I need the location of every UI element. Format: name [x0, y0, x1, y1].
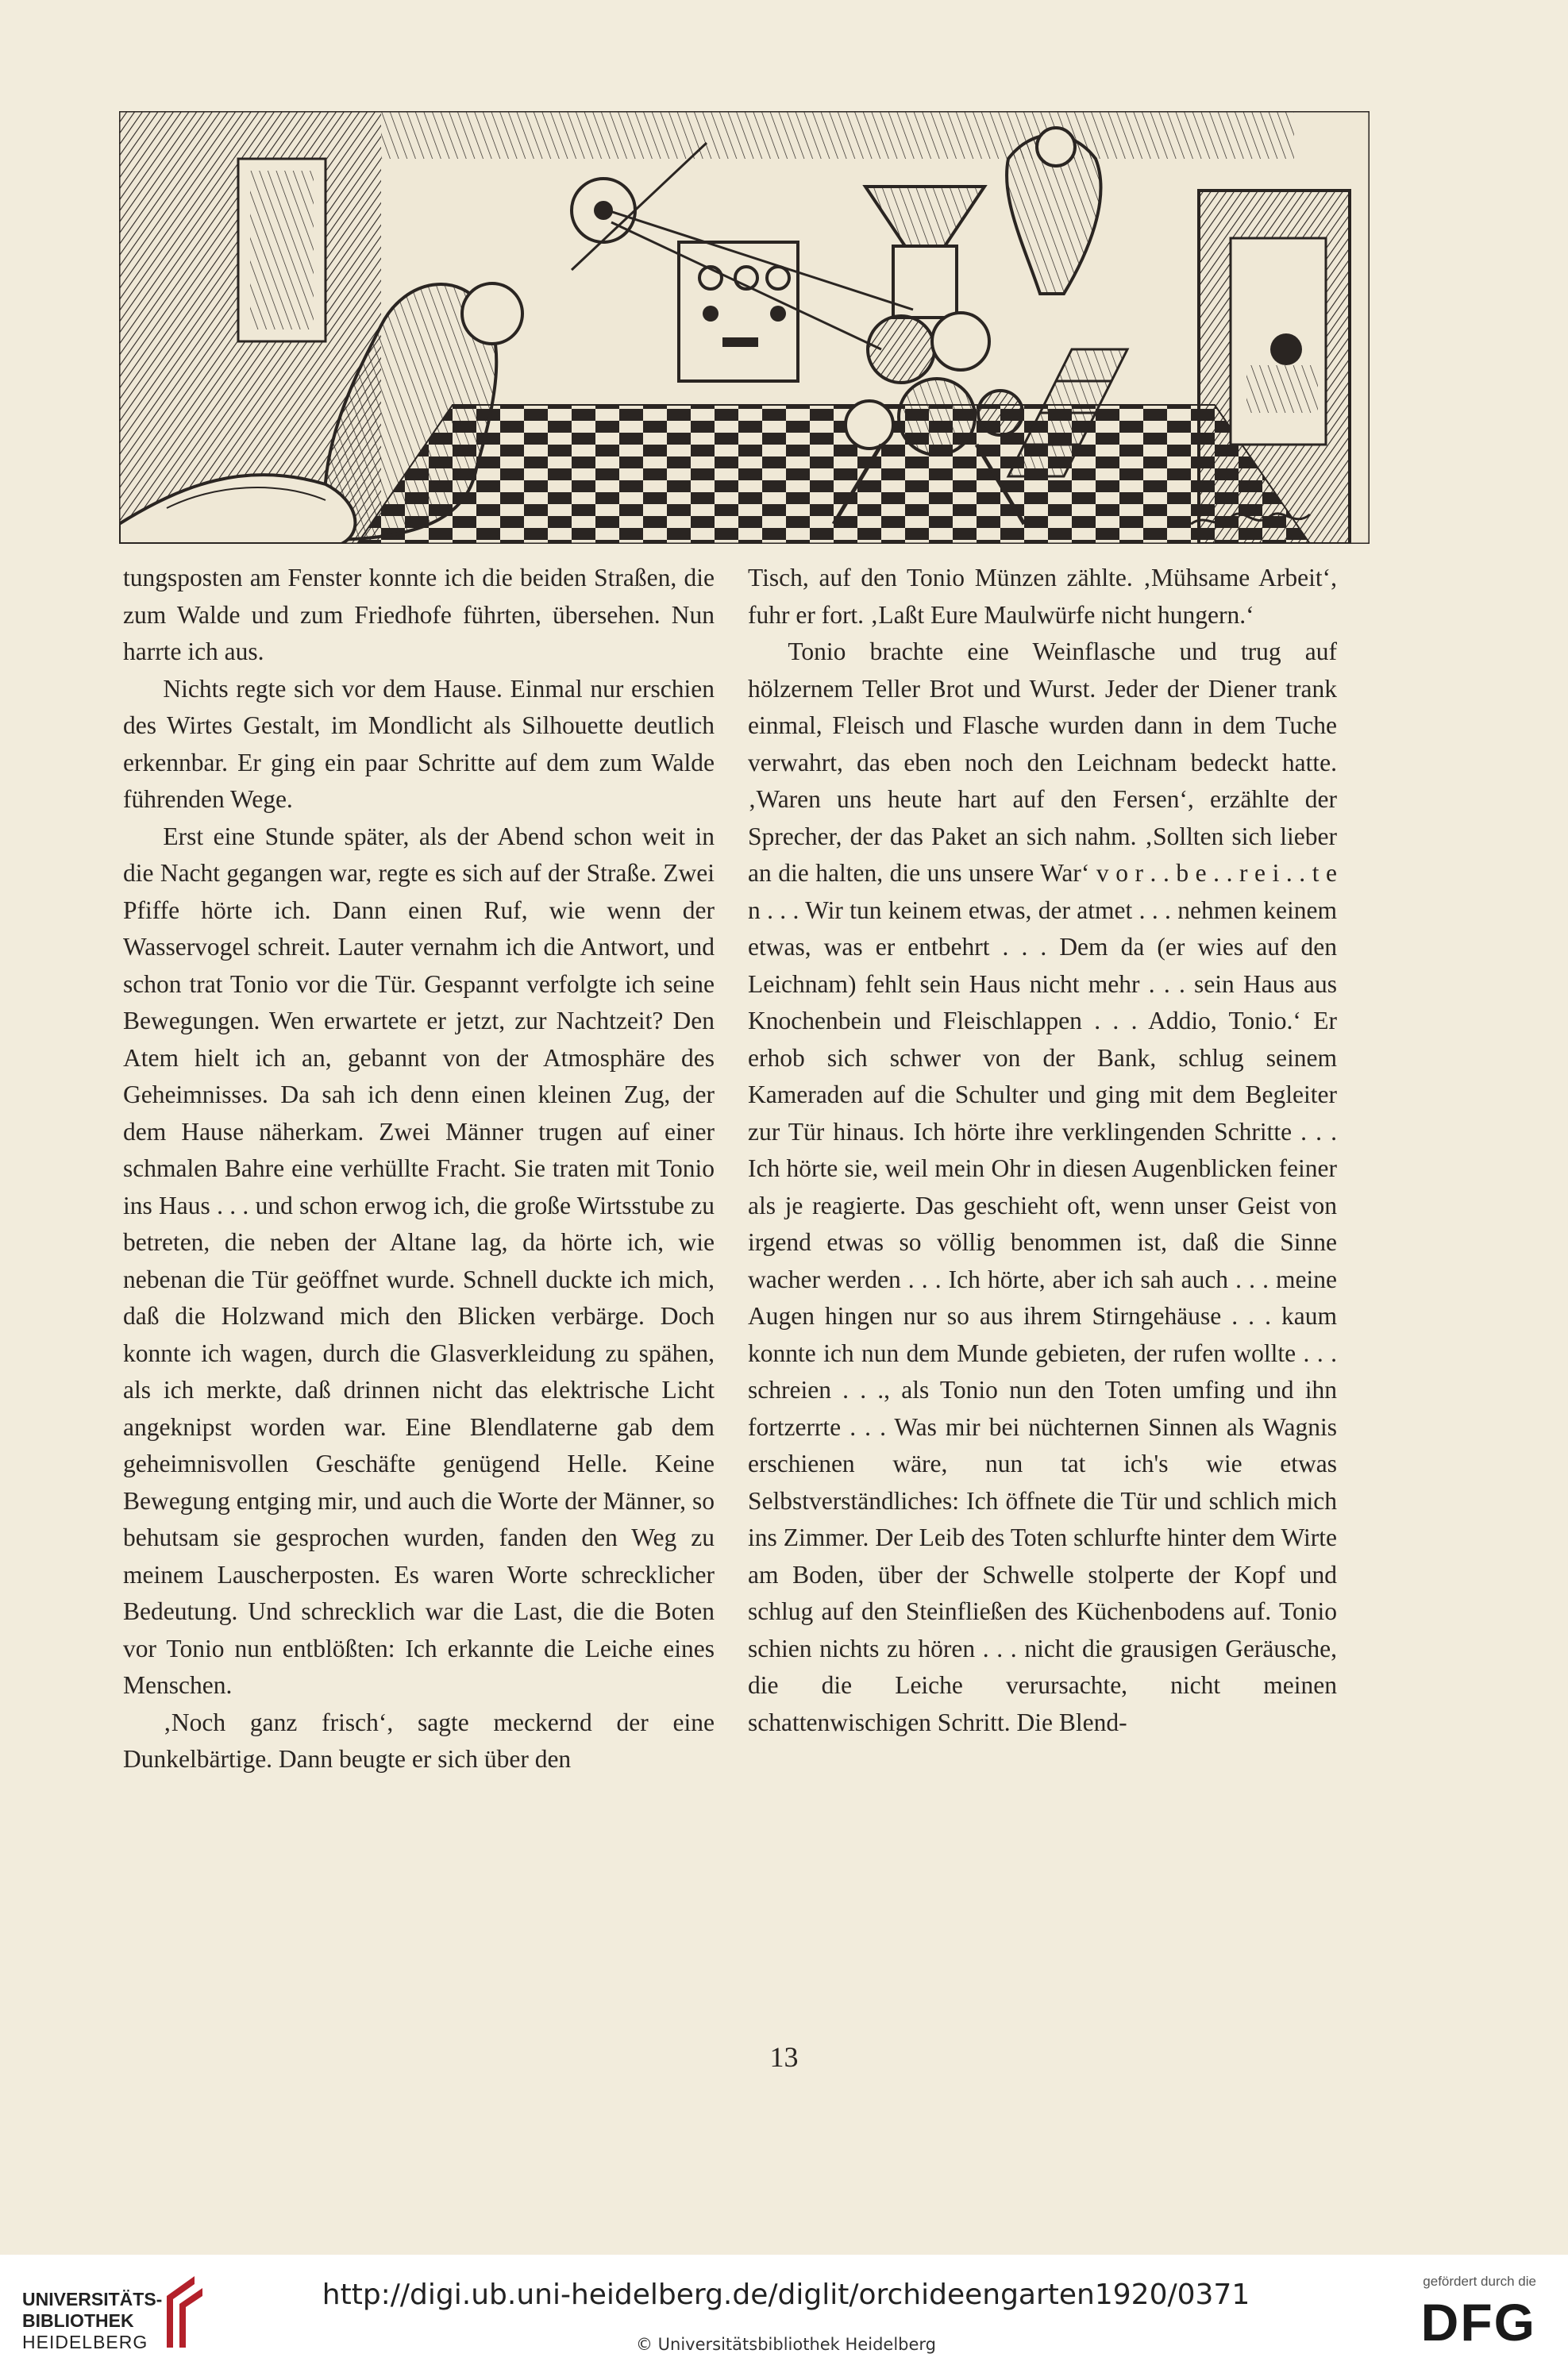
paragraph: Tonio brachte eine Weinflasche und trug auf hölzernem Teller Brot und Wurst. Jeder der Diener trank einmal, Fleisch und Flasche wurden dann in dem Tuche verwahrt, das eben noch den Leichnam bedeckt hatte. ‚Waren uns heute hart auf den Fersen‘, erzählte der Sprecher, der das Paket an sich nahm. ‚Sollten sich lieber an die halten, die uns unsere War‘ v o r . . b e . . r e i . . t e n . . . Wir tun keinem etwas, der atmet . . . nehmen keinem etwas, was er entbehrt . . . Dem da (er wies auf den Leichnam) fehlt sein Haus nicht mehr . . . sein Haus aus Knochenbein und Fleischlappen . . . Addio, Tonio.‘ Er erhob sich schwer von der Bank, schlug seinem Kameraden auf die Schulter und ging mit dem Begleiter zur Tür hinaus. Ich hörte ihre verklingenden Schritte . . . Ich hörte sie, weil mein Ohr in diesen Augenblicken feiner als je reagierte. Das geschieht oft, wenn unser Geist von irgend etwas so völlig benommen ist, daß die Sinne wacher werden . . . Ich hörte, aber ich sah auch . . . meine Augen hingen nur so aus ihrem Stirngehäuse . . . kaum konnte ich nun dem Munde gebieten, der rufen wollte . . . schreien . . ., als Tonio nun den Toten umfing und ihn fortzerrte . . . Was mir bei nüchternen Sinnen als Wagnis erschienen wäre, nun tat ich's wie etwas Selbstverständliches: Ich öffnete die Tür und schlich mich ins Zimmer. Der Leib des Toten schlurfte hinter dem Wirte am Boden, über der Schwelle stolperte der Kopf und schlug auf den Steinfließen des Küchenbodens auf. Tonio schien nichts zu hören . . . nicht die grausigen Geräusche, die die Leiche verursachte, nicht meinen schattenwischigen Schritt. Die Blend- [748, 638, 1337, 1736]
library-name-line3: HEIDELBERG [22, 2332, 148, 2352]
dfg-logo: DFG [1420, 2293, 1536, 2352]
text-column-left [123, 560, 715, 1778]
library-name-line2: BIBLIOTHEK [22, 2310, 134, 2331]
text-column-right [748, 560, 1337, 1741]
funding-label: gefördert durch die [1423, 2274, 1536, 2289]
copyright-notice: © Universitätsbibliothek Heidelberg [635, 2335, 936, 2354]
paragraph: Nichts regte sich vor dem Hause. Einmal nur erschien des Wirtes Gestalt, im Mondlicht als Silhouette deutlich erkennbar. Er ging ein paar Schritte auf dem zum Walde führenden Wege. [123, 674, 715, 813]
woodcut-illustration [119, 111, 1370, 544]
footer-bar [0, 2255, 1568, 2373]
paragraph: Tisch, auf den Tonio Münzen zählte. ‚Mühsame Arbeit‘, fuhr er fort. ‚Laßt Eure Maulwürfe nicht hungern.‘ [748, 564, 1337, 629]
paragraph: tungsposten am Fenster konnte ich die beiden Straßen, die zum Walde und zum Friedhofe führten, übersehen. Nun harrte ich aus. [123, 564, 715, 665]
page-number: 13 [769, 2041, 799, 2073]
permalink-url[interactable]: http://digi.ub.uni-heidelberg.de/diglit/orchideengarten1920/0371 [322, 2279, 1250, 2311]
paragraph: Erst eine Stunde später, als der Abend schon weit in die Nacht gegangen war, regte es sich auf der Straße. Zwei Pfiffe hörte ich. Dann einen Ruf, wie wenn der Wasservogel schreit. Lauter vernahm ich die Antwort, und schon trat Tonio vor die Tür. Gespannt verfolgte ich seine Bewegungen. Wen erwartete er jetzt, zur Nachtzeit? Den Atem hielt ich an, gebannt von der Atmosphäre des Geheimnisses. Da sah ich denn einen kleinen Zug, der dem Hause näherkam. Zwei Männer trugen auf einer schmalen Bahre eine verhüllte Fracht. Sie traten mit Tonio ins Haus . . . und schon erwog ich, die große Wirtsstube zu betreten, die neben der Altane lag, da hörte ich, wie nebenan die Tür geöffnet wurde. Schnell duckte ich mich, daß die Holzwand mich den Blicken verbärge. Doch konnte ich wagen, durch die Glasverkleidung zu spähen, als ich merkte, daß drinnen nicht das elektrische Licht angeknipst worden war. Eine Blendlaterne gab dem geheimnisvollen Geschäfte genügend Helle. Keine Bewegung entging mir, und auch die Worte der Männer, so behutsam sie gesprochen wurden, fanden den Weg zu meinem Lauscherposten. Es waren Worte schrecklicher Bedeutung. Und schrecklich war die Last, die die Boten vor Tonio nun entblößten: Ich erkannte die Leiche eines Menschen. [123, 822, 715, 1699]
paragraph: ‚Noch ganz frisch‘, sagte meckernd der eine Dunkelbärtige. Dann beugte er sich über den [123, 1708, 715, 1773]
library-name-line1: UNIVERSITÄTS- [22, 2289, 163, 2309]
library-logo-icon [159, 2272, 206, 2352]
